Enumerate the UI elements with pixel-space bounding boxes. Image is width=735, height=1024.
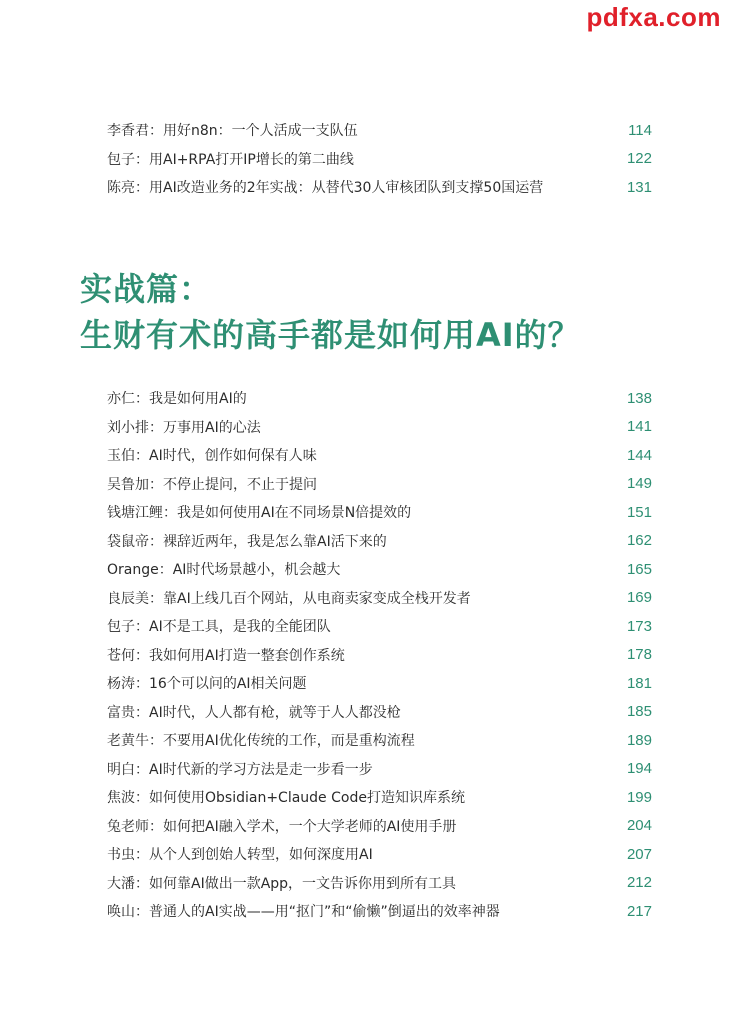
toc-entry-title: 大潘：如何靠AI做出一款App，一文告诉你用到所有工具 bbox=[107, 875, 457, 892]
toc-entry-title: 包子：用AI+RPA打开IP增长的第二曲线 bbox=[107, 151, 354, 168]
toc-entry[interactable] bbox=[107, 555, 652, 584]
toc-entry-title: 包子：AI不是工具，是我的全能团队 bbox=[107, 619, 331, 636]
toc-entry-title: 刘小排：万事用AI的心法 bbox=[107, 419, 261, 436]
toc-entry-title: 袋鼠帝：裸辞近两年，我是怎么靠AI活下来的 bbox=[107, 533, 387, 550]
toc-entry-page: 178 bbox=[626, 646, 652, 664]
toc-entry[interactable] bbox=[107, 840, 652, 869]
toc-entry[interactable] bbox=[107, 413, 652, 442]
toc-entry[interactable] bbox=[107, 869, 652, 898]
toc-entry-title: 良辰美：靠AI上线几百个网站，从电商卖家变成全栈开发者 bbox=[107, 590, 471, 607]
toc-entry[interactable] bbox=[107, 698, 652, 727]
toc-entry[interactable] bbox=[107, 897, 652, 926]
toc-entry-title: 李香君：用好n8n：一个人活成一支队伍 bbox=[107, 123, 358, 140]
toc-entry[interactable] bbox=[107, 755, 652, 784]
toc-entry-page: 141 bbox=[626, 418, 652, 436]
toc-entry[interactable] bbox=[107, 669, 652, 698]
toc-entry-title: 苍何：我如何用AI打造一整套创作系统 bbox=[107, 647, 345, 664]
toc-entry-page: 114 bbox=[628, 121, 652, 139]
toc-entry[interactable] bbox=[107, 584, 652, 613]
toc-entry-page: 169 bbox=[626, 589, 652, 607]
toc-entry[interactable] bbox=[107, 173, 652, 202]
toc-entry-page: 212 bbox=[626, 874, 652, 892]
toc-entry[interactable] bbox=[107, 116, 652, 145]
toc-entry-page: 151 bbox=[626, 503, 652, 521]
toc-list-previous bbox=[107, 116, 652, 202]
section-title-line2: 生财有术的高手都是如何用AI的？ bbox=[80, 316, 581, 354]
section-heading bbox=[80, 266, 581, 358]
toc-entry-title: 老黄牛：不要用AI优化传统的工作，而是重构流程 bbox=[107, 733, 415, 750]
toc-entry-title: 杨涛：16个可以问的AI相关问题 bbox=[107, 676, 307, 693]
toc-entry-title: 唤山：普通人的AI实战——用“抠门”和“偷懒”倒逼出的效率神器 bbox=[107, 904, 500, 921]
toc-list-section bbox=[107, 384, 652, 926]
toc-entry-title: 玉伯：AI时代，创作如何保有人味 bbox=[107, 448, 317, 465]
toc-entry[interactable] bbox=[107, 470, 652, 499]
toc-entry-page: 162 bbox=[626, 532, 652, 550]
toc-entry-page: 199 bbox=[626, 788, 652, 806]
watermark-logo: pdfxa.com bbox=[586, 2, 721, 32]
toc-entry[interactable] bbox=[107, 441, 652, 470]
toc-entry-title: 明白：AI时代新的学习方法是走一步看一步 bbox=[107, 761, 373, 778]
toc-entry-page: 181 bbox=[626, 674, 652, 692]
toc-entry[interactable] bbox=[107, 612, 652, 641]
toc-entry[interactable] bbox=[107, 783, 652, 812]
toc-entry-page: 189 bbox=[626, 731, 652, 749]
toc-entry[interactable] bbox=[107, 527, 652, 556]
toc-entry-page: 131 bbox=[626, 178, 652, 196]
toc-entry[interactable] bbox=[107, 384, 652, 413]
toc-entry-page: 185 bbox=[626, 703, 652, 721]
toc-entry[interactable] bbox=[107, 641, 652, 670]
toc-entry-page: 217 bbox=[626, 902, 652, 920]
toc-entry-page: 122 bbox=[626, 150, 652, 168]
toc-entry-title: 焦波：如何使用Obsidian+Claude Code打造知识库系统 bbox=[107, 790, 465, 807]
toc-entry[interactable] bbox=[107, 145, 652, 174]
toc-entry-title: 钱塘江鲤：我是如何使用AI在不同场景N倍提效的 bbox=[107, 505, 412, 522]
toc-entry-page: 173 bbox=[626, 617, 652, 635]
toc-entry-page: 165 bbox=[626, 560, 652, 578]
toc-entry-page: 138 bbox=[626, 389, 652, 407]
toc-entry[interactable] bbox=[107, 726, 652, 755]
toc-entry-title: Orange：AI时代场景越小，机会越大 bbox=[107, 562, 341, 579]
toc-entry-title: 兔老师：如何把AI融入学术，一个大学老师的AI使用手册 bbox=[107, 818, 457, 835]
toc-entry[interactable] bbox=[107, 498, 652, 527]
toc-entry-page: 204 bbox=[626, 817, 652, 835]
toc-entry-title: 书虫：从个人到创始人转型，如何深度用AI bbox=[107, 847, 373, 864]
toc-entry-page: 149 bbox=[626, 475, 652, 493]
toc-entry-page: 144 bbox=[626, 446, 652, 464]
toc-entry-page: 194 bbox=[626, 760, 652, 778]
toc-entry-title: 富贵：AI时代，人人都有枪，就等于人人都没枪 bbox=[107, 704, 401, 721]
section-title-line1: 实战篇： bbox=[80, 270, 213, 308]
toc-entry-title: 陈亮：用AI改造业务的2年实战：从替代30人审核团队到支撑50国运营 bbox=[107, 180, 544, 197]
toc-entry-title: 吴鲁加：不停止提问，不止于提问 bbox=[107, 476, 317, 493]
toc-entry-title: 亦仁：我是如何用AI的 bbox=[107, 391, 247, 408]
toc-entry-page: 207 bbox=[626, 845, 652, 863]
toc-entry[interactable] bbox=[107, 812, 652, 841]
